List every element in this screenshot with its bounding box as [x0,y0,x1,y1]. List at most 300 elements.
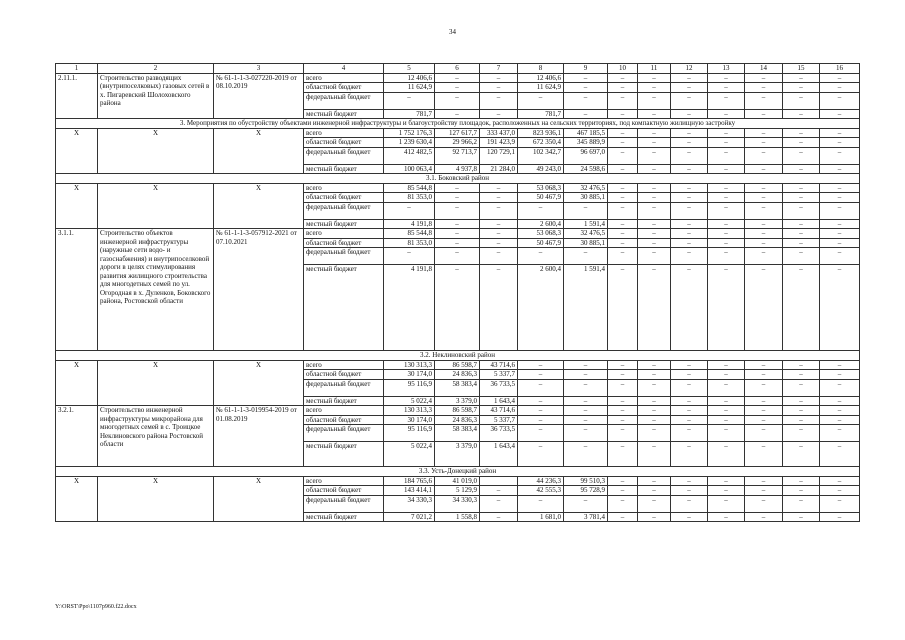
dash-cell: – [783,248,820,265]
item-number: 3.1.1. [56,229,98,351]
dash-cell: – [783,495,820,512]
value-cell: 30 174,0 [384,415,435,425]
item-name: Строительство инженерной инфраструктуры микрорайона для многодетных семей в с. Троицкое Неклиновского района Ростовской области [98,406,214,467]
section-3-title-row [56,119,860,129]
page-number: 34 [449,28,456,36]
dash-cell: – [608,265,638,351]
dash-cell: – [745,265,783,351]
table-body [56,64,860,522]
dash-cell: – [638,238,671,248]
dash-cell: – [708,109,745,119]
column-number-15: 15 [783,64,820,74]
dash-cell: – [745,128,783,138]
dash-cell: – [708,486,745,496]
value-cell: 781,7 [518,109,564,119]
value-cell: 41 019,0 [435,476,480,486]
value-cell: – [435,183,480,193]
dash-cell: – [608,370,638,380]
dash-cell: – [708,202,745,219]
value-cell: 1 643,4 [480,396,518,406]
dash-cell: – [745,183,783,193]
dash-cell: – [708,442,745,467]
value-cell: 99 510,3 [564,476,608,486]
dash-cell: – [708,406,745,416]
dash-cell: – [783,238,820,248]
dash-cell: – [671,370,708,380]
dash-cell: – [708,219,745,229]
column-number-7: 7 [480,64,518,74]
value-cell: 30 174,0 [384,370,435,380]
dash-cell: – [745,73,783,83]
value-cell: 467 185,5 [564,128,608,138]
dash-cell: – [708,147,745,164]
value-cell: 5 337,7 [480,415,518,425]
value-cell: 1 681,0 [518,512,564,522]
value-cell: – [435,248,480,265]
value-cell: 53 068,3 [518,229,564,239]
value-cell: – [480,109,518,119]
column-number-3: 3 [214,64,304,74]
dash-cell: – [608,248,638,265]
value-cell: 130 313,3 [384,360,435,370]
dash-cell: – [708,238,745,248]
value-cell: 12 406,6 [518,73,564,83]
value-cell: 333 437,0 [480,128,518,138]
dash-cell: – [745,219,783,229]
dash-cell: – [745,512,783,522]
value-cell: – [435,238,480,248]
dash-cell: – [745,425,783,442]
dash-cell: – [638,442,671,467]
value-cell: 1 591,4 [564,265,608,351]
dash-cell: – [783,229,820,239]
dash-cell: – [820,147,860,164]
value-cell: – [480,265,518,351]
dash-cell: – [638,183,671,193]
x-cell: Х [214,183,304,229]
value-cell: – [564,83,608,93]
label-total: всего [304,406,384,416]
value-cell: 1 591,4 [564,219,608,229]
dash-cell: – [608,238,638,248]
dash-cell: – [708,92,745,109]
value-cell: 42 555,3 [518,486,564,496]
value-cell: 43 714,6 [480,360,518,370]
dash-cell: – [745,238,783,248]
dash-cell: – [638,83,671,93]
value-cell: 345 889,9 [564,138,608,148]
label-total: всего [304,128,384,138]
dash-cell: – [745,229,783,239]
dash-cell: – [820,396,860,406]
value-cell: – [564,92,608,109]
dash-cell: – [820,219,860,229]
section-title: 3. Мероприятия по обустройству объектами инженерной инфраструктуры и благоустройству площадок, расположенных на сельских территориях, под компактную жилищную застройку [56,119,860,129]
dash-cell: – [638,476,671,486]
value-cell: – [564,370,608,380]
label-federal: федеральный бюджет [304,248,384,265]
value-cell: 85 544,8 [384,229,435,239]
value-cell: 4 191,8 [384,265,435,351]
column-number-16: 16 [820,64,860,74]
label-federal: федеральный бюджет [304,495,384,512]
dash-cell: – [820,486,860,496]
dash-cell: – [608,360,638,370]
value-cell: 5 337,7 [480,370,518,380]
dash-cell: – [783,83,820,93]
dash-cell: – [608,219,638,229]
dash-cell: – [671,476,708,486]
label-local: местный бюджет [304,265,384,351]
dash-cell: – [671,486,708,496]
item-document: № 61-1-1-3-057912-2021 от 07.10.2021 [214,229,304,351]
value-cell: 5 022,4 [384,442,435,467]
dash-cell: – [820,248,860,265]
dash-cell: – [820,406,860,416]
section-3-row-total [56,128,860,138]
value-cell: 81 353,0 [384,193,435,203]
dash-cell: – [608,92,638,109]
dash-cell: – [638,109,671,119]
value-cell: 102 342,7 [518,147,564,164]
value-cell: 130 313,3 [384,406,435,416]
label-local: местный бюджет [304,109,384,119]
value-cell: – [480,92,518,109]
x-cell: Х [214,360,304,406]
value-cell: 81 353,0 [384,238,435,248]
value-cell: – [518,425,564,442]
value-cell: – [435,202,480,219]
dash-cell: – [820,193,860,203]
label-regional: областной бюджет [304,83,384,93]
value-cell: 4 937,8 [435,164,480,174]
dash-cell: – [671,442,708,467]
dash-cell: – [608,164,638,174]
label-federal: федеральный бюджет [304,147,384,164]
value-cell: 43 714,6 [480,406,518,416]
value-cell: 672 350,4 [518,138,564,148]
dash-cell: – [820,73,860,83]
dash-cell: – [820,442,860,467]
dash-cell: – [783,512,820,522]
dash-cell: – [708,248,745,265]
value-cell: – [480,512,518,522]
value-cell: 24 836,3 [435,370,480,380]
value-cell: 1 752 176,3 [384,128,435,138]
value-cell: 1 558,8 [435,512,480,522]
dash-cell: – [671,248,708,265]
dash-cell: – [708,379,745,396]
dash-cell: – [708,512,745,522]
dash-cell: – [638,415,671,425]
x-cell: Х [98,476,214,522]
dash-cell: – [671,396,708,406]
value-cell [480,476,518,486]
value-cell: – [480,202,518,219]
value-cell: – [384,248,435,265]
dash-cell: – [608,442,638,467]
dash-cell: – [671,360,708,370]
dash-cell: – [745,83,783,93]
dash-cell: – [745,486,783,496]
item-3-1-1-row-total [56,229,860,239]
section-3-2-row-total [56,360,860,370]
item-number: 2.11.1. [56,73,98,119]
value-cell: – [384,92,435,109]
value-cell: 86 598,7 [435,360,480,370]
dash-cell: – [745,164,783,174]
value-cell: – [480,495,518,512]
value-cell: – [564,415,608,425]
column-number-6: 6 [435,64,480,74]
dash-cell: – [608,193,638,203]
value-cell: – [518,495,564,512]
value-cell: – [435,109,480,119]
value-cell: 92 713,7 [435,147,480,164]
column-number-10: 10 [608,64,638,74]
dash-cell: – [708,128,745,138]
dash-cell: – [708,265,745,351]
dash-cell: – [638,495,671,512]
dash-cell: – [820,379,860,396]
dash-cell: – [638,360,671,370]
value-cell: – [564,495,608,512]
dash-cell: – [638,425,671,442]
dash-cell: – [638,92,671,109]
value-cell: 44 236,3 [518,476,564,486]
value-cell: 12 406,6 [384,73,435,83]
value-cell: 2 600,4 [518,265,564,351]
x-cell: Х [56,360,98,406]
value-cell: – [564,202,608,219]
dash-cell: – [671,183,708,193]
dash-cell: – [708,495,745,512]
dash-cell: – [708,396,745,406]
label-regional: областной бюджет [304,370,384,380]
dash-cell: – [638,138,671,148]
dash-cell: – [820,83,860,93]
dash-cell: – [638,147,671,164]
dash-cell: – [638,396,671,406]
item-3-2-1-row-total [56,406,860,416]
value-cell: 100 063,4 [384,164,435,174]
dash-cell: – [638,229,671,239]
value-cell: – [435,219,480,229]
value-cell: 412 482,5 [384,147,435,164]
dash-cell: – [745,248,783,265]
dash-cell: – [745,406,783,416]
dash-cell: – [638,379,671,396]
value-cell: 3 781,4 [564,512,608,522]
dash-cell: – [708,476,745,486]
value-cell: 32 476,5 [564,229,608,239]
label-federal: федеральный бюджет [304,425,384,442]
label-total: всего [304,73,384,83]
x-cell: Х [56,128,98,174]
value-cell: 3 379,0 [435,442,480,467]
value-cell: – [435,73,480,83]
dash-cell: – [708,183,745,193]
value-cell: – [480,248,518,265]
value-cell: – [564,379,608,396]
value-cell: 49 243,0 [518,164,564,174]
dash-cell: – [671,164,708,174]
section-title: 3.2. Неклиновский район [56,351,860,361]
dash-cell: – [783,138,820,148]
dash-cell: – [745,396,783,406]
dash-cell: – [671,83,708,93]
dash-cell: – [608,138,638,148]
value-cell: – [518,396,564,406]
dash-cell: – [671,193,708,203]
value-cell: 36 733,5 [480,425,518,442]
dash-cell: – [820,495,860,512]
value-cell: – [564,248,608,265]
x-cell: Х [98,183,214,229]
dash-cell: – [608,476,638,486]
dash-cell: – [608,229,638,239]
value-cell: 781,7 [384,109,435,119]
x-cell: Х [56,183,98,229]
dash-cell: – [820,202,860,219]
x-cell: Х [98,360,214,406]
dash-cell: – [638,512,671,522]
dash-cell: – [671,406,708,416]
dash-cell: – [783,406,820,416]
column-number-5: 5 [384,64,435,74]
dash-cell: – [820,164,860,174]
dash-cell: – [608,512,638,522]
value-cell: 95 116,9 [384,425,435,442]
item-document: № 61-1-1-3-027220-2019 от 08.10.2019 [214,73,304,119]
dash-cell: – [783,265,820,351]
dash-cell: – [671,425,708,442]
column-number-14: 14 [745,64,783,74]
dash-cell: – [745,147,783,164]
value-cell: – [480,183,518,193]
value-cell: 7 021,2 [384,512,435,522]
label-federal: федеральный бюджет [304,202,384,219]
dash-cell: – [745,193,783,203]
label-federal: федеральный бюджет [304,379,384,396]
value-cell: – [518,202,564,219]
value-cell: 95 116,9 [384,379,435,396]
label-regional: областной бюджет [304,415,384,425]
value-cell: 30 885,1 [564,193,608,203]
file-path-footer: Y:\ORST\Ppo\1107p960.f22.docx [55,604,137,610]
value-cell: – [564,425,608,442]
column-number-row [56,64,860,74]
item-name: Строительство разводящих (внутрипоселковых) газовых сетей в х. Пигаревский Шолоховского района [98,73,214,119]
dash-cell: – [745,109,783,119]
value-cell: – [518,406,564,416]
dash-cell: – [820,265,860,351]
dash-cell: – [745,202,783,219]
dash-cell: – [708,164,745,174]
value-cell: 1 239 630,4 [384,138,435,148]
label-local: местный бюджет [304,442,384,467]
value-cell: – [518,370,564,380]
x-cell: Х [98,128,214,174]
dash-cell: – [783,147,820,164]
dash-cell: – [783,73,820,83]
value-cell: 95 728,9 [564,486,608,496]
column-number-13: 13 [708,64,745,74]
value-cell: 58 383,4 [435,425,480,442]
value-cell: 191 423,9 [480,138,518,148]
dash-cell: – [608,183,638,193]
label-total: всего [304,229,384,239]
label-total: всего [304,360,384,370]
dash-cell: – [745,442,783,467]
value-cell: – [480,238,518,248]
value-cell: 30 885,1 [564,238,608,248]
value-cell: – [564,406,608,416]
label-federal: федеральный бюджет [304,92,384,109]
dash-cell: – [783,442,820,467]
x-cell: Х [214,476,304,522]
value-cell: 24 836,3 [435,415,480,425]
dash-cell: – [608,109,638,119]
label-total: всего [304,476,384,486]
dash-cell: – [708,425,745,442]
dash-cell: – [783,360,820,370]
dash-cell: – [820,425,860,442]
dash-cell: – [638,73,671,83]
label-regional: областной бюджет [304,138,384,148]
dash-cell: – [708,360,745,370]
label-regional: областной бюджет [304,238,384,248]
value-cell: – [480,73,518,83]
dash-cell: – [638,248,671,265]
dash-cell: – [608,415,638,425]
dash-cell: – [671,415,708,425]
dash-cell: – [783,379,820,396]
dash-cell: – [671,92,708,109]
dash-cell: – [638,370,671,380]
dash-cell: – [638,164,671,174]
value-cell: 53 068,3 [518,183,564,193]
value-cell: – [480,193,518,203]
dash-cell: – [783,219,820,229]
value-cell: – [480,229,518,239]
dash-cell: – [608,73,638,83]
dash-cell: – [671,147,708,164]
dash-cell: – [671,238,708,248]
dash-cell: – [783,128,820,138]
value-cell: – [564,109,608,119]
value-cell: – [384,202,435,219]
dash-cell: – [820,360,860,370]
dash-cell: – [783,396,820,406]
dash-cell: – [783,164,820,174]
dash-cell: – [638,193,671,203]
dash-cell: – [708,138,745,148]
column-number-12: 12 [671,64,708,74]
item-number: 3.2.1. [56,406,98,467]
dash-cell: – [820,415,860,425]
value-cell: 127 617,7 [435,128,480,138]
dash-cell: – [608,396,638,406]
dash-cell: – [671,265,708,351]
value-cell: – [480,219,518,229]
dash-cell: – [783,109,820,119]
value-cell: 11 624,9 [518,83,564,93]
dash-cell: – [638,219,671,229]
value-cell: – [480,83,518,93]
column-number-11: 11 [638,64,671,74]
value-cell: – [518,92,564,109]
